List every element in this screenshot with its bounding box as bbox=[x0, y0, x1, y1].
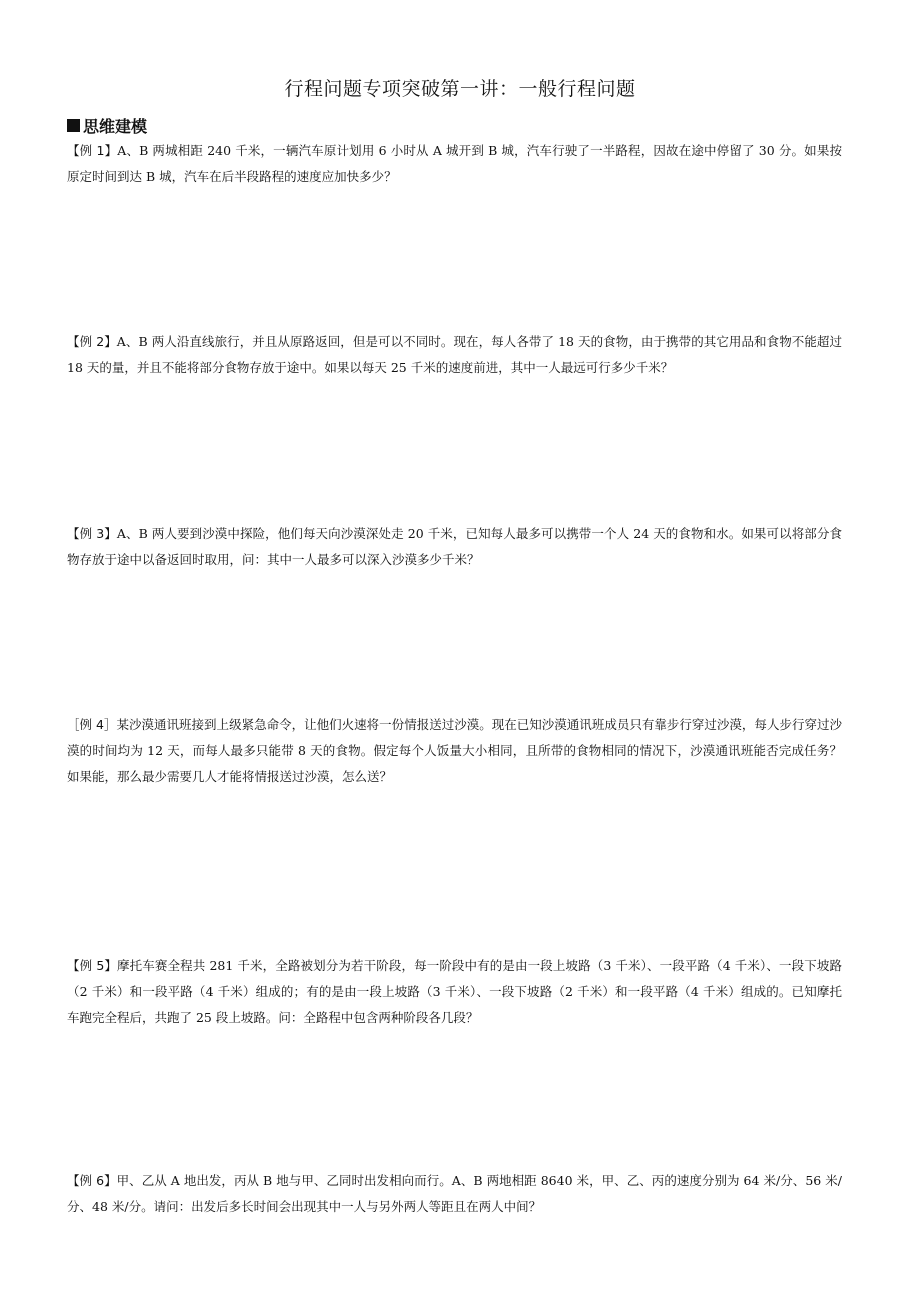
example-6 bbox=[67, 1168, 842, 1220]
section-heading-label: 思维建模 bbox=[83, 117, 148, 136]
example-6-text: 甲、乙从 A 地出发，丙从 B 地与甲、乙同时出发相向而行。A、B 两地相距 8640 米，甲、乙、丙的速度分别为 64 米/分、56 米/分、48 米/分。请问：出发后多长时间会出现其中一人与另外两人等距且在两人中间？ bbox=[67, 1173, 842, 1214]
example-4 bbox=[67, 712, 842, 790]
example-2-text: A、B 两人沿直线旅行，并且从原路返回，但是可以不同时。现在，每人各带了 18 天的食物，由于携带的其它用品和食物不能超过 18 天的量，并且不能将部分食物存放于途中。如果以每天 25 千米的速度前进，其中一人最远可行多少千米？ bbox=[67, 334, 842, 375]
example-1-label: 【例 1】 bbox=[67, 143, 118, 158]
example-3-label: 【例 3】 bbox=[67, 526, 117, 541]
example-2 bbox=[67, 329, 842, 381]
example-3-text: A、B 两人要到沙漠中探险，他们每天向沙漠深处走 20 千米，已知每人最多可以携带一个人 24 天的食物和水。如果可以将部分食物存放于途中以备返回时取用，问：其中一人最多可以深入沙漠多少千米？ bbox=[67, 526, 842, 567]
example-4-text: 某沙漠通讯班接到上级紧急命令，让他们火速将一份情报送过沙漠。现在已知沙漠通讯班成员只有靠步行穿过沙漠，每人步行穿过沙漠的时间均为 12 天，而每人最多只能带 8 天的食物。假定每个人饭量大小相同，且所带的食物相同的情况下，沙漠通讯班能否完成任务？如果能，那么最少需要几人才能将情报送过沙漠，怎么送？ bbox=[67, 717, 842, 784]
black-square-icon bbox=[67, 119, 80, 132]
example-4-label: ［例 4］ bbox=[67, 717, 117, 732]
example-1 bbox=[67, 138, 842, 190]
example-3 bbox=[67, 521, 842, 573]
example-5-label: 【例 5】 bbox=[67, 958, 118, 973]
example-5-text: 摩托车赛全程共 281 千米，全路被划分为若干阶段，每一阶段中有的是由一段上坡路（3 千米）、一段平路（4 千米）、一段下坡路（2 千米）和一段平路（4 千米）组成的；有的是由一段上坡路（3 千米）、一段下坡路（2 千米）和一段平路（4 千米）组成的。已知摩托车跑完全程后，共跑了 25 段上坡路。问：全路程中包含两种阶段各几段？ bbox=[67, 958, 842, 1025]
example-2-label: 【例 2】 bbox=[67, 334, 117, 349]
section-heading bbox=[67, 114, 147, 137]
example-5 bbox=[67, 953, 842, 1031]
page-title: 行程问题专项突破第一讲：一般行程问题 bbox=[284, 78, 636, 100]
example-1-text: A、B 两城相距 240 千米，一辆汽车原计划用 6 小时从 A 城开到 B 城，汽车行驶了一半路程，因故在途中停留了 30 分。如果按原定时间到达 B 城，汽车在后半段路程的速度应加快多少？ bbox=[67, 143, 842, 184]
example-6-label: 【例 6】 bbox=[67, 1173, 117, 1188]
